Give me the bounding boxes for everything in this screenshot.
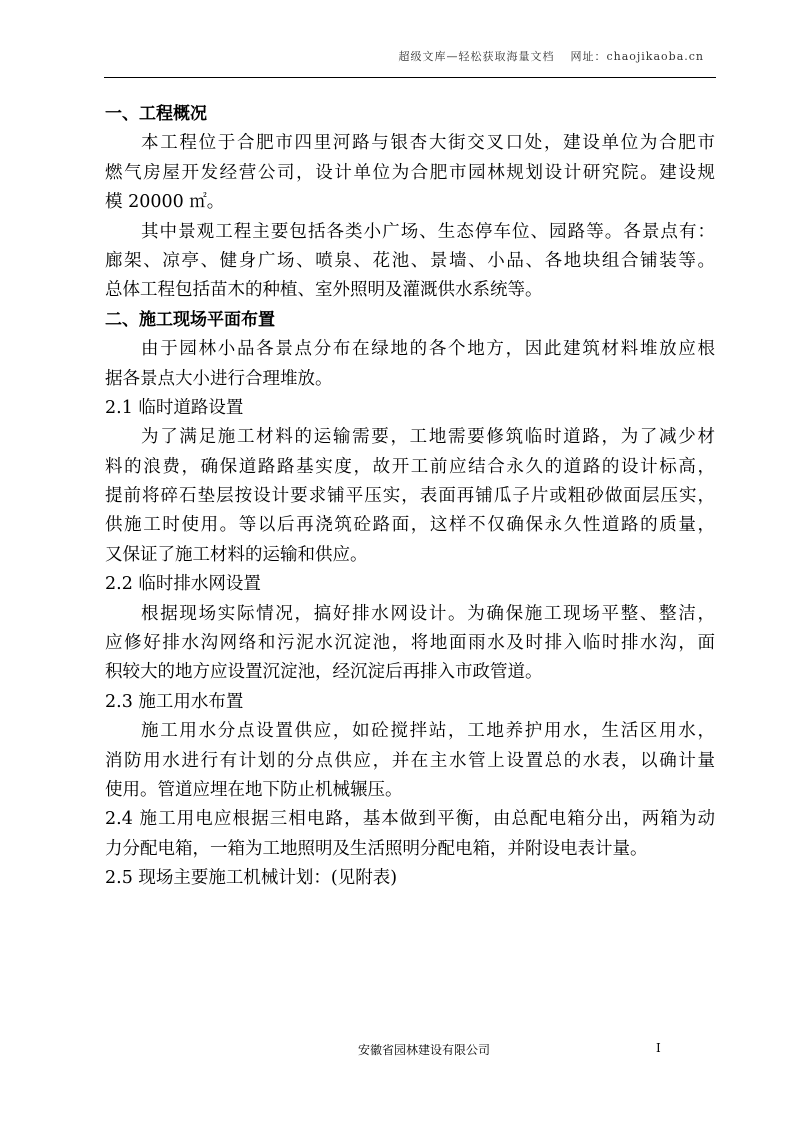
paragraph-line: 总体工程包括苗木的种植、室外照明及灌溉供水系统等。 (105, 280, 543, 301)
subsection-heading: 2.1 临时道路设置 (105, 397, 244, 418)
page-number: I (656, 1041, 661, 1055)
paragraph-line: 由于园林小品各景点分布在绿地的各个地方，因此建筑材料堆放应根 (141, 339, 715, 360)
header-site: 网址：chaojikaoba.cn (570, 50, 704, 63)
paragraph-line: 料的浪费，确保道路路基实度，故开工前应结合永久的道路的设计标高， (105, 456, 715, 477)
paragraph (105, 805, 715, 864)
paragraph-line: 力分配电箱，一箱为工地照明及生活照明分配电箱，并附设电表计量。 (105, 838, 648, 859)
paragraph-line: 使用。管道应埋在地下防止机械辗压。 (105, 779, 403, 800)
paragraph (105, 600, 715, 688)
paragraph-line: 提前将碎石垫层按设计要求铺平压实，表面再铺瓜子片或粗砂做面层压实， (105, 486, 715, 507)
section-heading: 二、施工现场平面布置 (105, 309, 275, 330)
paragraph-line: 又保证了施工材料的运输和供应。 (105, 544, 368, 565)
paragraph (105, 717, 715, 805)
header-rule (104, 77, 716, 78)
subsection-heading: 2.3 施工用水布置 (105, 691, 244, 712)
paragraph-line: 据各景点大小进行合理堆放。 (105, 368, 333, 389)
section-heading: 一、工程概况 (105, 104, 207, 124)
paragraph-line: 供施工时使用。等以后再浇筑砼路面，这样不仅确保永久性道路的质量， (105, 515, 715, 536)
paragraph-line: 其中景观工程主要包括各类小广场、生态停车位、园路等。各景点有： (141, 221, 715, 242)
subsection-heading: 2.2 临时排水网设置 (105, 574, 261, 595)
footer-company: 安徽省园林建设有限公司 (358, 1043, 491, 1057)
paragraph-line: 施工用水分点设置供应，如砼搅拌站，工地养护用水，生活区用水， (141, 721, 715, 742)
paragraph-line: 2.4 施工用电应根据三相电路，基本做到平衡，由总配电箱分出，两箱为动 (105, 809, 715, 830)
paragraph-line: 消防用水进行有计划的分点供应，并在主水管上设置总的水表，以确计量 (105, 750, 715, 771)
header-title: 超级文库—轻松获取海量文档 (398, 50, 555, 63)
document-body (105, 100, 715, 894)
paragraph (105, 423, 715, 570)
paragraph (105, 218, 715, 306)
paragraph-line: 燃气房屋开发经营公司，设计单位为合肥市园林规划设计研究院。建设规 (105, 162, 715, 183)
paragraph-line: 本工程位于合肥市四里河路与银杏大街交叉口处，建设单位为合肥市 (141, 133, 715, 154)
paragraph-line: 根据现场实际情况，搞好排水网设计。为确保施工现场平整、整洁， (141, 603, 715, 624)
paragraph (105, 335, 715, 394)
paragraph-line: 为了满足施工材料的运输需要，工地需要修筑临时道路，为了减少材 (141, 427, 715, 448)
paragraph-line: 应修好排水沟网络和污泥水沉淀池，将地面雨水及时排入临时排水沟，面 (105, 633, 715, 654)
paragraph-line: 廊架、凉亭、健身广场、喷泉、花池、景墙、小品、各地块组合铺装等。 (105, 250, 715, 271)
page-header (398, 48, 704, 64)
subsection-heading: 2.5 现场主要施工机械计划：(见附表) (105, 868, 398, 889)
paragraph-line: 模 20000 ㎡。 (105, 192, 225, 213)
paragraph (105, 129, 715, 217)
paragraph-line: 积较大的地方应设置沉淀池，经沉淀后再排入市政管道。 (105, 662, 543, 683)
